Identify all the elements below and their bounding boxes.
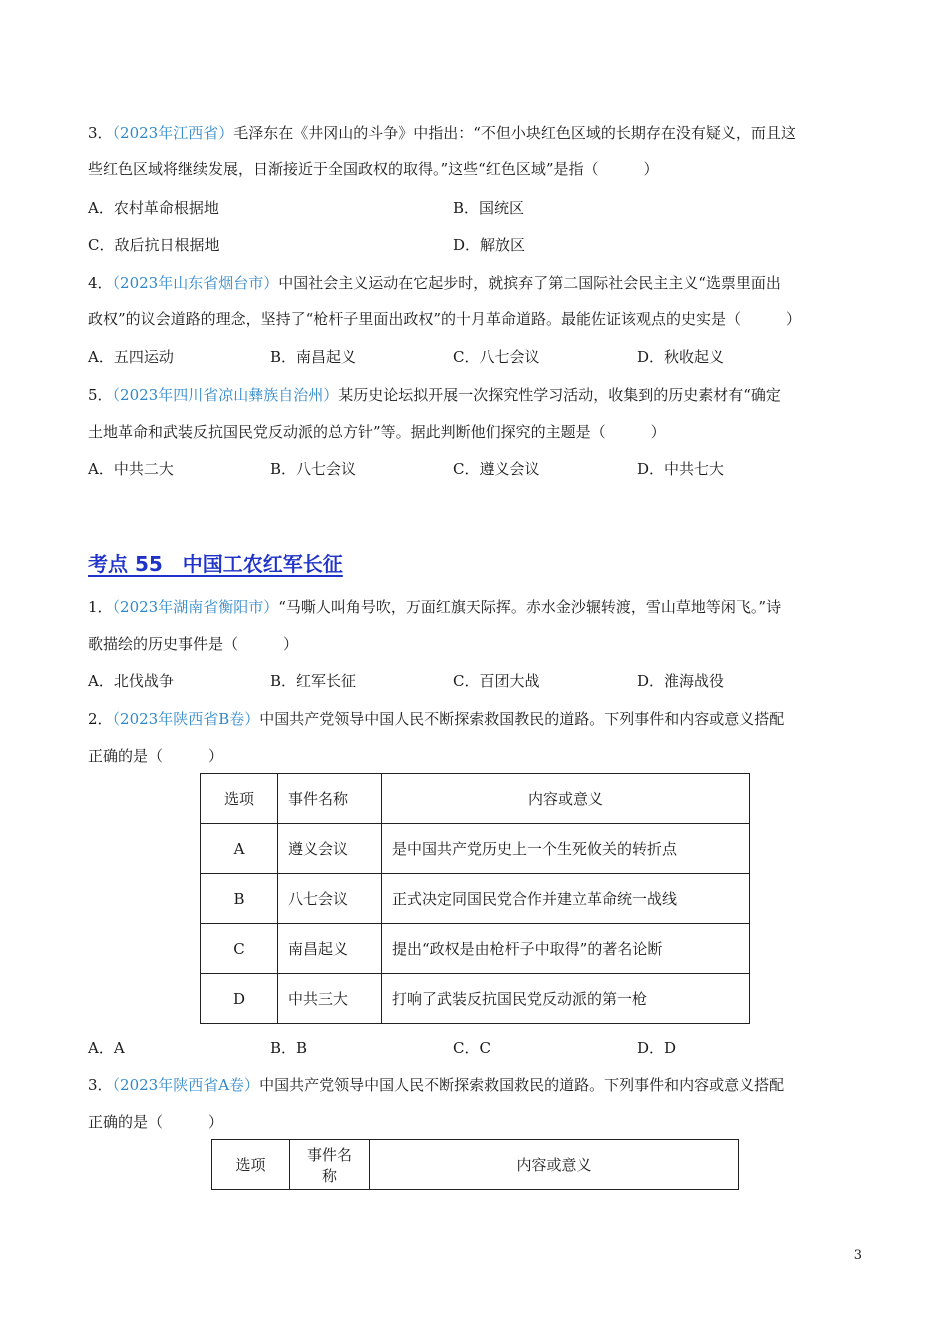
question-3-line2: 正确的是（ ） [88,1113,224,1131]
question-5-line1: 5．（2023年四川省凉山彝族自治州）某历史论坛拟开展一次探究性学习活动，收集到的历史素材有“确定 [88,386,781,404]
source-tag: （2023年湖南省衡阳市） [112,598,279,616]
table-row [201,824,750,874]
table-cell: 是中国共产党历史上一个生死攸关的转折点 [382,824,750,874]
option-a: A．A [88,1039,125,1057]
table-header: 选项 [212,1140,290,1190]
question-3-line1: 3．（2023年陕西省A卷）中国共产党领导中国人民不断探索救国救民的道路。下列事件和内容或意义搭配 [88,1076,785,1094]
option-a: A．农村革命根据地 [88,199,219,217]
option-d: D．淮海战役 [637,672,725,690]
table-header: 内容或意义 [370,1140,739,1190]
table-cell: B [201,874,278,924]
table-row [201,974,750,1024]
table-cell: D [201,974,278,1024]
option-d: D．秋收起义 [637,348,725,366]
option-a: A．中共二大 [88,460,174,478]
table-cell: A [201,824,278,874]
question-3-line1: 3．（2023年江西省）毛泽东在《井冈山的斗争》中指出：“不但小块红色区域的长期存在没有疑义，而且这 [88,124,796,142]
question-2-line2: 正确的是（ ） [88,747,224,765]
source-tag: （2023年江西省） [112,124,234,142]
source-tag: （2023年山东省烟台市） [112,274,279,292]
table-cell: 正式决定同国民党合作并建立革命统一战线 [382,874,750,924]
table-header: 内容或意义 [382,774,750,824]
option-c: C．C [453,1039,491,1057]
source-tag: （2023年陕西省A卷） [112,1076,260,1094]
section-heading: 考点 55 中国工农红军长征 [88,552,343,576]
table-cell: C [201,924,278,974]
option-b: B．八七会议 [270,460,357,478]
table-cell: 南昌起义 [278,924,382,974]
option-c: C．八七会议 [453,348,540,366]
table-cell: 中共三大 [278,974,382,1024]
question-4-line2: 政权”的议会道路的理念，坚持了“枪杆子里面出政权”的十月革命道路。最能佐证该观点的史实是（ ） [88,310,802,328]
table-cell: 八七会议 [278,874,382,924]
question-4-line1: 4．（2023年山东省烟台市）中国社会主义运动在它起步时，就摈弃了第二国际社会民主主义“选票里面出 [88,274,781,292]
option-a: A．北伐战争 [88,672,174,690]
table-header: 选项 [201,774,278,824]
table-cell: 打响了武装反抗国民党反动派的第一枪 [382,974,750,1024]
option-b: B．红军长征 [270,672,357,690]
table-header: 事件名称 [290,1140,370,1190]
option-b: B．南昌起义 [270,348,357,366]
table-row [201,924,750,974]
option-b: B．国统区 [453,199,525,217]
table-header-row [201,774,750,824]
option-d: D．D [637,1039,677,1057]
source-tag: （2023年四川省凉山彝族自治州） [112,386,339,404]
source-tag: （2023年陕西省B卷） [112,710,260,728]
question-5-line2: 土地革命和武装反抗国民党反动派的总方针”等。据此判断他们探究的主题是（ ） [88,423,666,441]
option-b: B．B [270,1039,308,1057]
option-c: C．遵义会议 [453,460,540,478]
question-3-line2: 些红色区域将继续发展，日渐接近于全国政权的取得。”这些“红色区域”是指（ ） [88,160,659,178]
question-1-line2: 歌描绘的历史事件是（ ） [88,635,299,653]
option-d: D．中共七大 [637,460,725,478]
question-3-table [211,1139,739,1190]
table-header: 事件名称 [278,774,382,824]
table-cell: 提出“政权是由枪杆子中取得”的著名论断 [382,924,750,974]
table-cell: 遵义会议 [278,824,382,874]
table-header-row [212,1140,739,1190]
option-a: A．五四运动 [88,348,174,366]
option-c: C．敌后抗日根据地 [88,236,220,254]
question-2-line1: 2．（2023年陕西省B卷）中国共产党领导中国人民不断探索救国教民的道路。下列事件和内容或意义搭配 [88,710,785,728]
option-d: D．解放区 [453,236,526,254]
question-1-line1: 1．（2023年湖南省衡阳市）“马嘶人叫角号吹，万面红旗天际挥。赤水金沙辗转渡，雪山草地等闲飞。”诗 [88,598,782,616]
table-row [201,874,750,924]
question-2-table [200,773,750,1024]
option-c: C．百团大战 [453,672,540,690]
page-number: 3 [853,1248,862,1263]
